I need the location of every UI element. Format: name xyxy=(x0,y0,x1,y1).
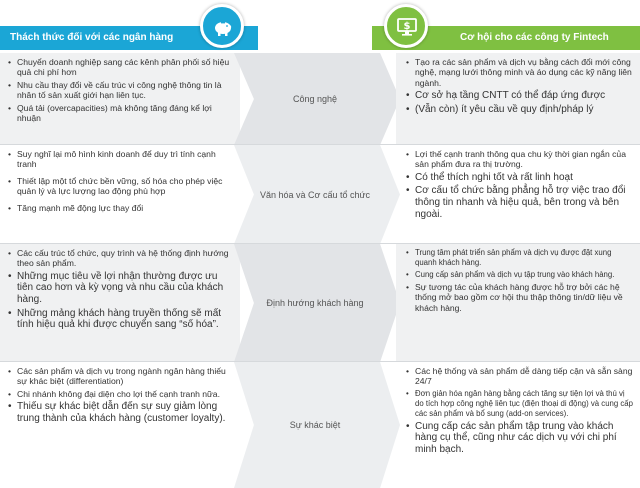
list-item: • Thiếu sự khác biệt dẫn đến sự suy giảm lòng trung thành của khách hàng (customer loyalty). xyxy=(8,401,234,424)
list-item: • Thiết lập một tổ chức bền vững, số hóa cho phép việc quản lý và lực lượng lao động phù hợp xyxy=(8,176,234,197)
list-item: • Lợi thế cạnh tranh thông qua chu kỳ thời gian ngắn của sản phẩm đưa ra thị trường. xyxy=(406,149,634,170)
list-item: • Suy nghĩ lại mô hình kinh doanh để duy trì tính cạnh tranh xyxy=(8,149,234,170)
dollar-screen-badge xyxy=(384,4,428,48)
list-item: • Có thể thích nghi tốt và rất linh hoạt xyxy=(406,172,634,184)
row-culture-opportunities xyxy=(396,145,640,244)
list-item: • Cơ sở hạ tầng CNTT có thể đáp ứng được xyxy=(406,90,634,102)
row-differentiation-challenges xyxy=(0,362,240,488)
row-culture-challenges xyxy=(0,145,240,244)
list-item: • Nhu cầu thay đổi về cấu trúc vi công nghệ thông tin là nhân tố sản xuất giới hạn liên tục. xyxy=(8,80,234,101)
piggy-bank-badge xyxy=(200,4,244,48)
list-item: • Các hệ thống và sản phẩm dễ dàng tiếp cận và sẵn sàng 24/7 xyxy=(406,366,634,387)
row-differentiation xyxy=(0,362,640,488)
row-customer-challenges xyxy=(0,244,240,362)
row-technology-label: Công nghệ xyxy=(292,94,338,104)
row-technology-opportunities xyxy=(396,53,640,145)
list-item: • Cung cấp các sản phẩm tập trung vào khách hàng cụ thể, cũng như các dịch vụ với chi phí minh bạch. xyxy=(406,421,634,456)
row-customer-opportunities xyxy=(396,244,640,362)
list-item: • Chuyển doanh nghiệp sang các kênh phân phối số hiệu quả chi phí hơn xyxy=(8,57,234,78)
dollar-screen-icon xyxy=(395,15,419,39)
row-differentiation-label: Sự khác biệt xyxy=(289,420,341,430)
list-item: • Trung tâm phát triển sản phẩm và dịch vụ được đặt xung quanh khách hàng. xyxy=(406,248,634,268)
list-item: • Chi nhánh không đại diện cho lợi thế cạnh tranh nữa. xyxy=(8,389,234,399)
svg-text:$: $ xyxy=(403,21,411,32)
list-item: • Các cấu trúc tổ chức, quy trình và hệ thống định hướng theo sản phẩm. xyxy=(8,248,234,269)
row-culture xyxy=(0,145,640,244)
list-item: • Tăng mạnh mẽ động lực thay đổi xyxy=(8,203,234,213)
row-technology xyxy=(0,53,640,145)
piggy-bank-icon xyxy=(211,15,235,39)
row-customer xyxy=(0,244,640,362)
opportunities-header-title: Cơ hội cho các công ty Fintech xyxy=(460,32,609,43)
row-differentiation-opportunities xyxy=(396,362,640,488)
row-technology-challenges xyxy=(0,53,240,145)
list-item: • Cơ cấu tổ chức bằng phẳng hỗ trợ việc trao đổi thông tin nhanh và hiệu quả, bên trong và bên ngoài. xyxy=(406,185,634,220)
list-item: • Những mảng khách hàng truyền thống sẽ mất tính hiệu quả khi được chuyển sang “số hóa”. xyxy=(8,308,234,331)
list-item: • (Vẫn còn) ít yêu cầu về quy định/pháp lý xyxy=(406,104,634,116)
list-item: • Quá tải (overcapacities) mà không tăng đáng kể lợi nhuận xyxy=(8,103,234,124)
row-culture-label: Văn hóa và Cơ cấu tổ chức xyxy=(260,189,370,200)
list-item: • Những mục tiêu về lợi nhận thường được ưu tiên cao hơn và kỳ vọng và nhu cầu của khách hàng. xyxy=(8,271,234,306)
challenges-header-title: Thách thức đối với các ngân hàng xyxy=(10,32,174,43)
list-item: • Cung cấp sản phẩm và dịch vụ tập trung vào khách hàng. xyxy=(406,270,634,280)
list-item: • Tạo ra các sản phẩm và dịch vụ bằng cách đổi mới công nghệ, mạng lưới thông minh và áo dụng các kỹ năng liên ngành. xyxy=(406,57,634,88)
list-item: • Sự tương tác của khách hàng được hỗ trợ bởi các hệ thống mở bao gồm cơ hội thu thập thông tin/dữ liệu về khách hàng. xyxy=(406,282,634,313)
list-item: • Đơn giản hóa ngân hàng bằng cách tăng sự tiện lợi và thú vị do tích hợp công nghệ liên tục (điện thoại di động) và cung cấp các sản phẩm và bổ sung (add-on services). xyxy=(406,389,634,419)
list-item: • Các sản phẩm và dịch vụ trong ngành ngân hàng thiếu sự khác biệt (differentiation) xyxy=(8,366,234,387)
row-customer-label: Định hướng khách hàng xyxy=(266,298,364,308)
